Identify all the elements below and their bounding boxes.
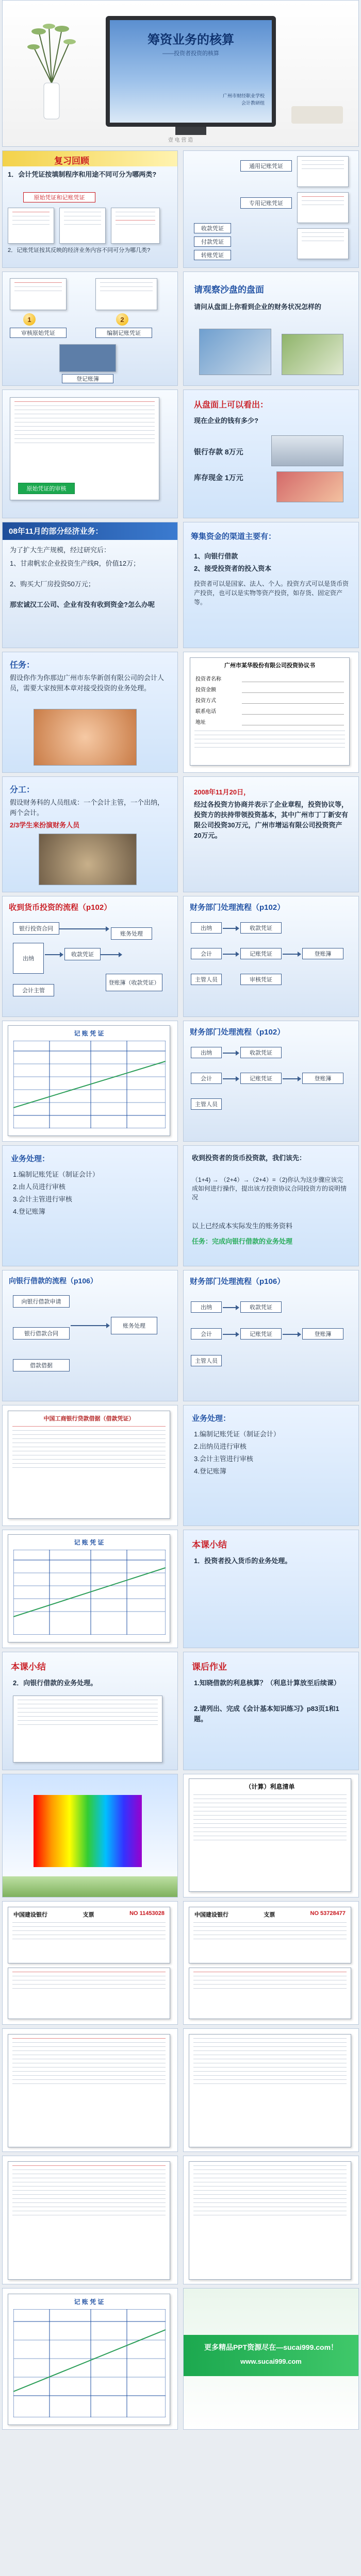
bank-building-image (271, 435, 343, 466)
cash-inventory: 库存现金 1万元 (194, 473, 243, 482)
flow-receipt: 收款凭证 (64, 948, 101, 960)
dept-accountant-1: 会计 (191, 948, 222, 959)
row-14 (0, 1652, 361, 1770)
review-header: 复习回顾 (54, 156, 89, 166)
slide-summary-1[interactable] (183, 1530, 359, 1648)
dept-accountant-3: 会计 (191, 1328, 222, 1340)
voucher-grid-2 (13, 1550, 166, 1635)
original-voucher-image (10, 278, 67, 310)
business-line-1: 为了扩大生产规模，经过研究后： (10, 546, 111, 554)
loan-arrow-1 (71, 1325, 109, 1326)
sandbox-photo (199, 329, 271, 375)
processing-item-4: 4.登记账簿 (13, 1208, 45, 1215)
slide-sandbox[interactable] (183, 272, 359, 386)
final-voucher-doc (8, 2294, 170, 2425)
row-5 (0, 522, 361, 648)
review-q1: 1．会计凭证按填制程序和用途不同可分为哪两类? (8, 171, 157, 178)
voucher-sheet (8, 1025, 170, 1136)
summary2-voucher (13, 1696, 162, 1762)
review-doc-thumb-2 (59, 208, 106, 244)
cover-school: 广州市财经职业学校 (222, 93, 265, 98)
cover-subtitle: ——投资者投资的核算 (162, 50, 219, 57)
dept-ledger-2: 登账簿 (302, 1073, 343, 1084)
cash-header: 从盘面上可以看出： (194, 401, 269, 410)
dept-receipt-1: 收款凭证 (240, 922, 282, 934)
slide-ledger-2[interactable] (183, 2156, 359, 2284)
flow-accounting: 账务处理 (111, 927, 152, 940)
tag-transfer: 转账凭证 (194, 250, 231, 260)
slide-review-left[interactable] (2, 150, 178, 268)
slide-voucher-sample[interactable] (2, 1021, 178, 1142)
roles-header: 分工： (10, 786, 35, 794)
cheque2-type: 支票 (264, 1912, 275, 1918)
row-2 (0, 150, 361, 268)
slide-rainbow[interactable] (2, 1774, 178, 1897)
business-header: 08年11月的部分经济业务： (3, 522, 177, 540)
dept-ledger-3: 登账簿 (302, 1328, 343, 1340)
cash-bank: 银行存款 8万元 (194, 448, 243, 456)
cash-question: 现在企业的钱有多少? (194, 417, 258, 425)
loan-flow-header: 向银行借款的流程（p106） (9, 1277, 97, 1285)
slide-processing-right[interactable] (183, 1145, 359, 1266)
channels-header: 筹集资金的渠道主要有： (191, 532, 276, 541)
slide-voucher-sample-2[interactable] (2, 1530, 178, 1648)
voucher-sheet-2 (8, 1534, 170, 1642)
tag-review-voucher: 审核原始凭证 (10, 328, 67, 338)
slide-end-footer[interactable] (183, 2288, 359, 2430)
row-17 (0, 2028, 361, 2152)
cheque-doc-1 (8, 1907, 170, 1963)
processing-item-1: 1.编制记账凭证（制证会计） (13, 1171, 99, 1178)
slide-business-nov[interactable] (2, 522, 178, 648)
dept-audit-1: 审核凭证 (240, 974, 282, 985)
flow-arrow-2 (45, 954, 62, 955)
meeting-image (39, 834, 137, 885)
form-field-investor[interactable] (242, 674, 344, 682)
review-doc-thumb-1 (8, 208, 54, 244)
slide-final-voucher[interactable] (2, 2288, 178, 2430)
form-label-amount: 投资金额 (195, 687, 216, 693)
loan-contract: 银行借款合同 (13, 1327, 70, 1340)
slide-loan-flow[interactable] (2, 1270, 178, 1401)
loan-apply: 向银行借款申请 (13, 1295, 70, 1308)
tag-make-voucher: 编制记账凭证 (95, 328, 152, 338)
loan-receipt-doc (8, 1411, 170, 1519)
summary2-text: 2．向银行借款的业务处理。 (13, 1679, 97, 1687)
slide-dept-flow-1[interactable] (183, 896, 359, 1017)
landscape-strip (3, 1876, 177, 1897)
event-year: 2008年11月20日， (194, 788, 251, 796)
ledger-doc-1 (8, 2161, 170, 2280)
processing2-item-4: 4.登记账簿 (194, 1467, 226, 1475)
processing-item-2: 2.由人员进行审核 (13, 1183, 65, 1191)
loan-accounting: 账务处理 (111, 1317, 157, 1334)
channel-1: 1、向银行借款 (194, 552, 238, 560)
bank-doc-1 (8, 2034, 170, 2147)
event-text: 经过各投资方协商并表示了企业章程，投资协议等，投资方的扶持带领投资基本，其中广州市丁丁新安有限公司投资30万元，广州市增运有限公司投资资产20万元。 (194, 801, 349, 839)
slide-ledger-1[interactable] (2, 2156, 178, 2284)
form-field-amount[interactable] (242, 685, 344, 693)
slide-cheque-1[interactable] (2, 1901, 178, 2025)
dept-cashier-1: 出纳 (191, 922, 222, 934)
dept-cashier-2: 出纳 (191, 1047, 222, 1058)
cover-footer: 壹 电 营 造 (168, 138, 193, 143)
interest-list-title: （计算）利息清单 (245, 1783, 295, 1790)
homework-header: 课后作业 (192, 1662, 227, 1672)
slide-dept-flow-2[interactable] (183, 1021, 359, 1142)
dept3-arrow-2 (223, 1334, 238, 1335)
dept-receipt-3: 收款凭证 (240, 1301, 282, 1313)
slide-investment-form[interactable] (183, 652, 359, 773)
cash-flow-header: 收到货币投资的流程（p102） (9, 903, 112, 912)
step-1-badge: 1 (23, 313, 36, 326)
business-line-3: 2、购买大厂房投资50万元； (10, 580, 95, 588)
processing-item-3: 3.会计主管进行审核 (13, 1195, 72, 1203)
sandbox-photo-2 (282, 334, 343, 375)
sandbox-header: 请观察沙盘的盘面 (194, 285, 264, 295)
accounting-voucher-image (95, 278, 157, 310)
review-header-bar (3, 151, 177, 166)
voucher-sheet-title: 记 账 凭 证 (74, 1030, 104, 1037)
review-q1-answer: 原始凭证和记账凭证 (23, 192, 95, 202)
flow-post-ledger: 登账簿（收款凭证） (106, 974, 162, 991)
bank-doc-2 (189, 2034, 351, 2147)
row-7 (0, 776, 361, 892)
dept-receipt-2: 收款凭证 (240, 1047, 282, 1058)
slide-process-steps[interactable] (2, 272, 178, 386)
slide-summary-2[interactable] (2, 1652, 178, 1770)
dept-manager-3: 主管人员 (191, 1355, 222, 1366)
promo-line-1: 更多精品PPT资源尽在—sucai999.com！ (204, 2343, 338, 2351)
flow-arrow-3 (101, 954, 121, 955)
dept-arrow-3 (283, 954, 300, 955)
voucher-sample-1 (297, 156, 349, 187)
row-6 (0, 652, 361, 773)
slide-voucher-review[interactable] (2, 389, 178, 518)
proc-right-3: 以上已经成本实际发生的账务资料 (192, 1222, 293, 1230)
proc-right-1: 收到投资者的货币投资款，我们该先： (192, 1154, 306, 1162)
cheque2-bank: 中国建设银行 (194, 1912, 228, 1918)
dept-manager-1: 主管人员 (191, 974, 222, 985)
slide-task[interactable] (2, 652, 178, 773)
slide-homework[interactable] (183, 1652, 359, 1770)
flow-manager: 会计主管 (13, 984, 54, 996)
slide-bank-doc-2[interactable] (183, 2028, 359, 2152)
cheque-doc-2 (189, 1907, 351, 1963)
task-header: 任务： (10, 661, 35, 670)
row-4 (0, 389, 361, 518)
business-question: 那宏诚汉工公司、企业有没有收到资金?怎么办呢 (10, 601, 155, 608)
processing2-item-1: 1.编制记账凭证（制证会计） (194, 1430, 280, 1438)
slide-review-right[interactable] (183, 150, 359, 268)
form-label-method: 投资方式 (195, 698, 216, 704)
dept-arrow-1 (223, 928, 238, 929)
voucher-sheet-2-title: 记 账 凭 证 (74, 1539, 104, 1546)
sandbox-body: 请问从盘面上你看到企业的财务状况怎样的 (194, 303, 322, 311)
dept3-arrow-3 (283, 1334, 300, 1335)
slide-funding-channels[interactable] (183, 522, 359, 648)
tag-post-ledger: 登记账簿 (62, 374, 113, 383)
homework-1: 1.知晓借款的利息核算？（利息计算放至后续课） (194, 1679, 340, 1687)
cheque1-type: 支票 (83, 1912, 94, 1918)
slide-processing-right-2[interactable] (183, 1405, 359, 1526)
final-voucher-grid (13, 2309, 166, 2417)
slide-cash-balance[interactable] (183, 389, 359, 518)
promo-footer (184, 2335, 358, 2376)
row-16 (0, 1901, 361, 2025)
slide-interest-list[interactable] (183, 1774, 359, 1897)
promo-line-2[interactable]: www.sucai999.com (240, 2358, 302, 2365)
summary1-header: 本课小结 (192, 1540, 227, 1550)
channel-2: 2、接受投资者的投入资本 (194, 565, 272, 572)
monitor-frame (106, 16, 276, 127)
task-body: 假设你作为你那边广州市东华新创有限公司的会计人员，需要大家按照本章对接受投资的业务处理。 (10, 674, 165, 692)
roles-body: 假设财务科的人员组成：一个会计主管，一个出纳，两个会计。 (10, 799, 165, 817)
dept3-arrow-1 (223, 1307, 238, 1308)
cheque1-number: NO 11453028 (129, 1910, 165, 1917)
proc-right-4: 任务：完成向银行借款的业务处理 (192, 1238, 293, 1245)
voucher-grid (13, 1041, 166, 1128)
voucher-review-badge: 原始凭证的审核 (18, 483, 75, 494)
ledger-book-image (59, 344, 116, 372)
form-label-phone: 联系电话 (195, 709, 216, 715)
row-12 (0, 1405, 361, 1526)
form-field-phone[interactable] (242, 707, 344, 715)
flow-arrow-1 (59, 928, 108, 929)
dept-flow-header-2: 财务部门处理流程（p102） (190, 1028, 285, 1037)
dept-cashier-3: 出纳 (191, 1301, 222, 1313)
review-doc-thumb-3 (111, 208, 160, 244)
processing2-item-2: 2.出纳员进行审核 (194, 1443, 247, 1450)
cheque2-number: NO 53728477 (310, 1910, 346, 1917)
voucher-sample-2 (297, 192, 349, 223)
loan-receipt: 借款借据 (13, 1359, 70, 1371)
form-label-investor: 投资者名称 (195, 676, 221, 682)
processing-title: 业务处理： (11, 1155, 50, 1163)
roles-note: 2/3学生来扮演财务人员 (10, 821, 80, 829)
form-title: 广州市某华股份有限公司投资协议书 (224, 663, 315, 669)
interest-list-doc (189, 1778, 351, 1892)
tag-special-voucher: 专用记账凭证 (240, 197, 292, 209)
monitor-stand (175, 127, 206, 135)
row-8 (0, 896, 361, 1017)
slide-dept-flow-3[interactable] (183, 1270, 359, 1401)
slide-roles[interactable] (2, 776, 178, 892)
loan-receipt-caption: 中国工商银行贷款借据（借款凭证） (43, 1416, 135, 1422)
investment-form (190, 657, 350, 766)
slide-cheque-2[interactable] (183, 1901, 359, 2025)
channel-note: 投资者可以是国家、法人、个人。投资方式可以是货币资产投资，也可以是实物等资产投资，如存货、固定资产等。 (194, 580, 349, 606)
dept2-arrow-2 (223, 1078, 238, 1079)
dept-arrow-2 (223, 954, 238, 955)
desk-items (291, 106, 343, 124)
homework-2: 2.请列出、完成《会计基本知识练习》p83页1和1题。 (194, 1705, 339, 1723)
flow-bank-contract: 银行投资合同 (13, 922, 59, 935)
processing2-title: 业务处理： (192, 1414, 231, 1423)
form-field-method[interactable] (242, 696, 344, 704)
summary2-header: 本课小结 (11, 1662, 46, 1672)
voucher-sample-3 (297, 228, 349, 259)
cheque-doc-2b (189, 1968, 351, 2019)
dept-flow-header-3: 财务部门处理流程（p106） (190, 1277, 285, 1286)
business-line-2: 1、甘肃帆宏企业投资生产线R，价值12万； (10, 560, 140, 567)
row-11 (0, 1270, 361, 1401)
dept-voucher-3: 记账凭证 (240, 1328, 282, 1340)
slide-bank-doc-1[interactable] (2, 2028, 178, 2152)
dept2-arrow-3 (283, 1078, 300, 1079)
row-15 (0, 1774, 361, 1897)
tag-payment: 付款凭证 (194, 236, 231, 247)
row-10 (0, 1145, 361, 1266)
step-2-badge: 2 (116, 313, 128, 326)
cheque-doc-1b (8, 1968, 170, 2019)
row-19 (0, 2288, 361, 2430)
row-9 (0, 1021, 361, 1142)
summary1-text: 1．投资者投入货币的业务处理。 (194, 1557, 292, 1565)
cover-dept: 会计教研组 (241, 100, 265, 106)
cash-stack-image (276, 471, 343, 502)
row-3 (0, 272, 361, 386)
review-q2: 2．记账凭证按其反映的经济业务内容不同可分为哪几类? (8, 247, 151, 253)
rainbow-gradient-image (34, 1795, 142, 1867)
slide-investment-event[interactable] (183, 776, 359, 892)
dept-ledger-1: 登账簿 (302, 948, 343, 959)
dept-voucher-1: 记账凭证 (240, 948, 282, 959)
cover-slide[interactable] (2, 0, 359, 147)
plant-vase-image (23, 21, 80, 124)
cheque1-bank: 中国建设银行 (13, 1912, 47, 1918)
processing2-item-3: 3.会计主管进行审核 (194, 1455, 253, 1463)
dept-accountant-2: 会计 (191, 1073, 222, 1084)
tag-general-voucher: 通用记账凭证 (240, 160, 292, 172)
final-voucher-title: 记 账 凭 证 (74, 2298, 104, 2306)
flow-cashier: 出纳 (13, 943, 44, 974)
cover-title: 筹资业务的核算 (147, 33, 234, 47)
form-label-address: 地址 (195, 720, 206, 725)
row-18 (0, 2156, 361, 2284)
dept2-arrow-1 (223, 1053, 238, 1054)
dept-voucher-2: 记账凭证 (240, 1073, 282, 1084)
row-13 (0, 1530, 361, 1648)
dept-manager-2: 主管人员 (191, 1098, 222, 1110)
slide-cash-invest-flow[interactable] (2, 896, 178, 1017)
slide-processing-left[interactable] (2, 1145, 178, 1266)
slide-loan-receipt[interactable] (2, 1405, 178, 1526)
form-field-address[interactable] (242, 718, 344, 725)
tag-receipt: 收款凭证 (194, 223, 231, 233)
dept-flow-header-1: 财务部门处理流程（p102） (190, 903, 285, 912)
ledger-doc-2 (189, 2161, 351, 2280)
handshake-image (34, 709, 137, 766)
proc-right-2: （1+4) → （2+4）→（2+4）=（2)你认为这步骤应该完成如何进行操作，提出该方投资协议合同投资方的说明情况 (192, 1176, 347, 1201)
row-cover (0, 0, 361, 147)
